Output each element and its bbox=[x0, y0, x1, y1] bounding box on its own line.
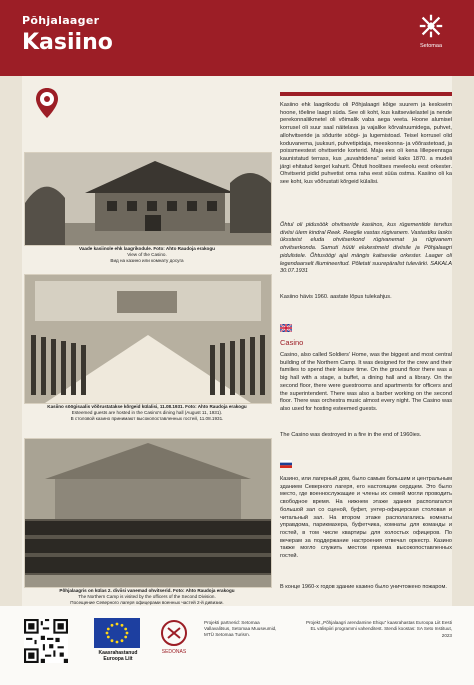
estonian-paragraph-2: Õhtul oli pidusöök ohvitseride kasiinos, kus rügementide tervitus diviisi ülem kindral Reek. Reegile vastas rügivanem. Vastastiku laskis ükssteist eluda ohvitserkond rügivanemat ja rügivanem ohvitserkonda. Samuti hüüti elukestmeid diviisile ja Põhjalaagri pidulistele. Õhtusöögi ajal mängis kaitseväe orkester. Laager oli legendaarselt illumineeritud. Põletati suurepäralist tulevärki. SAKALA 30.07.1931 bbox=[280, 222, 452, 275]
english-paragraph-2: The Casino was destroyed in a fire in the end of 1960ies. bbox=[280, 432, 422, 438]
casino-dining-hall-photo bbox=[24, 274, 272, 404]
russian-flag-icon bbox=[280, 460, 292, 468]
qr-code-icon[interactable] bbox=[24, 619, 68, 663]
casino-exterior-photo bbox=[24, 152, 272, 246]
eu-flag bbox=[94, 618, 140, 648]
logo-label: Setomaa bbox=[419, 43, 442, 49]
content-panel bbox=[22, 76, 452, 606]
page-title: Kasiino bbox=[22, 30, 113, 55]
header-banner bbox=[0, 0, 474, 76]
estonian-paragraph-3: Kasiino hävis 1960. aastate lõpus tulekahjus. bbox=[280, 294, 392, 300]
partner-badge-icon bbox=[160, 620, 188, 656]
project-credits: Projekt „Põhjalaagri arendamine Ehiqu” kaasrahastas Euroopa Liit Eesti EL välispiiri programmi vahenditest. Stendi koostas: SA Seto Instituut, 2023 bbox=[305, 620, 452, 638]
english-paragraph-1: Casino, also called Soldiers' Home, was the biggest and most central building of the Northern Camp. It was designed for the crew and their families to spend their leisure time. On the ground floor there was a big hall with a stage, a buffet, a dining hall and a library. On the second floor, there were guestrooms and apartments for officers and the superintendent. There was also a barber working on the second floor. There was orchestra music almost every night. The Casino was also used for hosting esteemed guests. bbox=[280, 352, 452, 413]
partners-text: Projekti partnerid: Setomaa Vallavalitsus, Setomaa Muuseumid, MTÜ Setomaa Turism. bbox=[204, 620, 277, 638]
eu-cofunded-label: Kaasrahastanud Euroopa Liit bbox=[98, 650, 138, 662]
estonian-paragraph-1: Kasiino ehk laagrikodu oli Põhjalaagri kõige suurem ja keskseim hoone, tõeline laagri süda. See oli koht, kus kaitseväelastel ja nende perekonnaliikmetel oli võimalik vaba aega veeta. Hoone alumisel korrusel oli suur saal näitelava ja vajalike kõrvalruumidega, puhvet, allohvitseride ja sõdurite söögi- ja lugemistoad. Teisel korrusel olid koduvanema, juuksuri, puhvetipidaja, meeskonna- ja võõrastetoad, ja poissmeestest ohvitseride korterid. Maja ees oli kena lillepeenraga kaunistatud terrass, kus „auvahtidena” seisid kaks 1870. a mudeli järgi ehitatud kerget kahurit. Õhtuti hoolitses meeleolu eest orkester. Ohvitserid pidid puhvetist oma raha eest süüa ostma. Kasiino oli ka see koht, kus võõrustati kõrgeid külalisi. bbox=[280, 102, 452, 186]
svg-text:SEDONAS: SEDONAS bbox=[161, 649, 187, 655]
photo-caption-2: Kasiino söögisaalis võõrustatakse kõrgeid külalisi, 11.08.1931. Foto: Ahto Raudoja erakogu Esteemed guests are hosted in the Casino's dining hall (August 11, 1931). В столовой казино принимают высокопоставленных гостей, 11.08.1931. bbox=[47, 404, 247, 422]
english-section-title: Casino bbox=[280, 338, 304, 347]
eu-stars-icon bbox=[94, 618, 140, 648]
map-pin-icon bbox=[36, 88, 58, 118]
uk-flag-icon bbox=[280, 324, 292, 332]
russian-paragraph-2: В конце 1960-х годов здание казино было уничтожено пожаром. bbox=[280, 584, 447, 590]
estonian-section-bar bbox=[280, 92, 452, 96]
footer bbox=[0, 606, 474, 685]
text-column bbox=[280, 76, 452, 606]
setomaa-logo bbox=[408, 12, 454, 62]
officers-group-photo bbox=[24, 438, 272, 588]
russian-paragraph-1: Казино, или лагерный дом, было самым большим и центральным зданием Северного лагеря, его настоящим сердцем. Это было место, где военнослужащие и члены их семей могли проводить свободное время. На нижнем этаже здания располагался большой зал со сценой, буфет, унтер-офицерская столовая и читальный зал. На втором этаже располагались комнаты управдома, парикмахера, буфетчика, комнаты для команды и гостей, в том числе квартиры для холостых офицеров. По вечерам за поддержание настроения отвечал оркестр. Казино также могло служить местом приема высокопоставленных гостей. bbox=[280, 476, 452, 560]
setomaa-emblem-icon bbox=[417, 12, 445, 40]
photo-caption-1: Vaade kasiinole ehk laagrikodule. Foto: Ahto Raudoja erakogu View of the Casino. Вид на казино или комнату досуга bbox=[79, 246, 215, 264]
page-kicker: Põhjalaager bbox=[22, 14, 100, 27]
photo-caption-3: Põhjalaagris on külas 2. diviisi vanemad ohvitserid. Foto: Ahto Raudoja erakogu The Northern Camp is visited by the officers of the Second Division. Посещение Северного лагеря офицерами военных частей 2-й дивизии. bbox=[59, 588, 235, 606]
photo-column bbox=[22, 76, 272, 606]
